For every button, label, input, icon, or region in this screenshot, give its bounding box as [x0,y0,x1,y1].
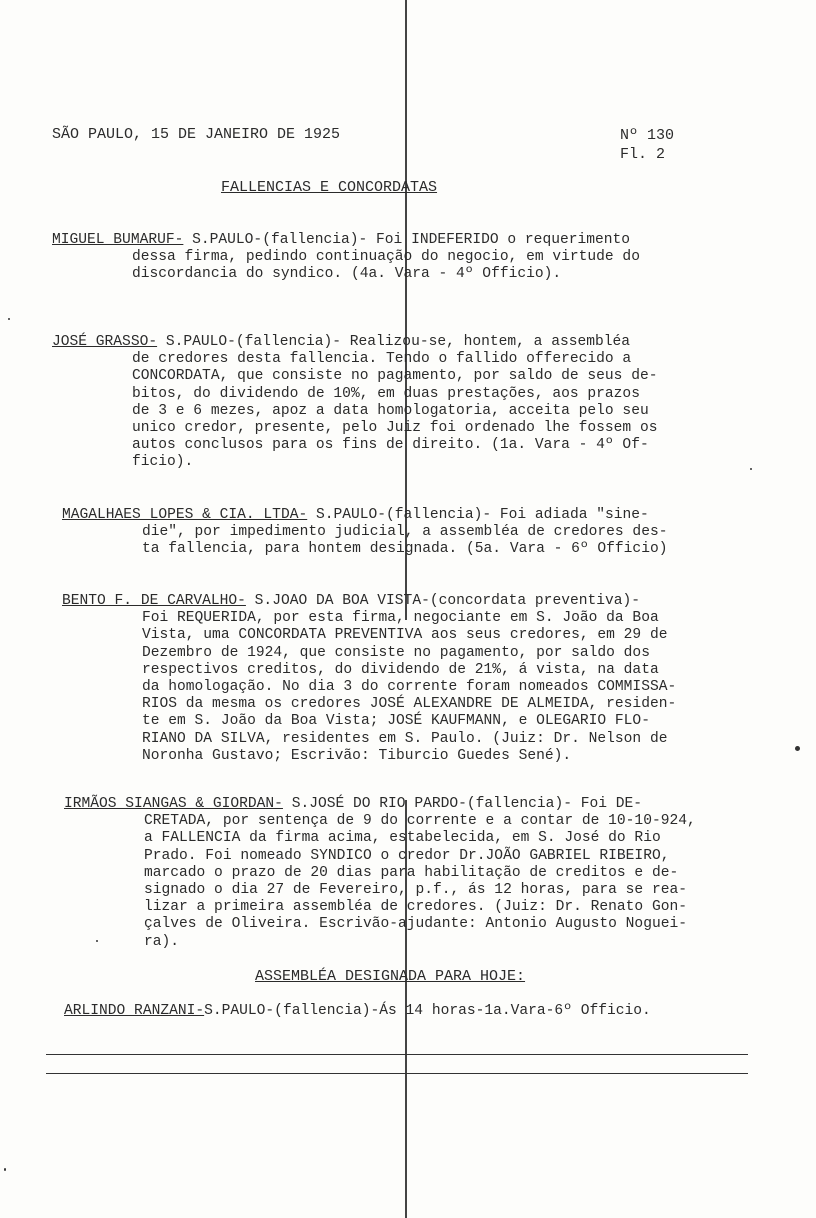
entry-magalhaes-lopes [62,507,667,559]
ink-speck [795,746,800,751]
entry-text: S.PAULO-(fallencia)- Foi adiada "sine- [307,507,649,523]
entry-text-line: ra). [144,933,180,950]
entry-text-line: die", por impedimento judicial, a assembléa de credores des- [142,524,668,541]
entry-text-line: Prado. Foi nomeado SYNDICO o credor Dr.JOÃO GABRIEL RIBEIRO, [144,847,670,864]
ink-speck [8,318,10,320]
entry-text-line: Noronha Gustavo; Escrivão: Tiburcio Guedes Sené). [142,747,572,764]
entry-text-line: çalves de Oliveira. Escrivão-ajudante: Antonio Augusto Noguei- [144,916,687,933]
entry-text-line: Vista, uma CONCORDATA PREVENTIVA aos seus credores, em 29 de [142,627,668,644]
entry-jose-grasso [52,334,657,472]
entry-text-line: discordancia do syndico. (4a. Vara - 4º Officio). [132,266,562,283]
entry-text-line: lizar a primeira assembléa de credores. (Juiz: Dr. Renato Gon- [144,899,687,916]
sheet-number: Fl. 2 [620,146,666,163]
entry-first-line [52,232,640,249]
entry-first-line [62,593,676,610]
ink-speck [96,940,98,942]
entry-name: MIGUEL BUMARUF- [52,232,184,248]
document-number-block [620,126,674,164]
entry-text-line: te em S. João da Boa Vista; JOSÉ KAUFMANN, e OLEGARIO FLO- [142,713,650,730]
entry-text-line: CONCORDATA, que consiste no pagamento, por saldo de seus de- [132,368,658,385]
entry-text-line: marcado o prazo de 20 dias para habilitação de creditos e de- [144,864,679,881]
closing-rule-upper [46,1054,748,1055]
entry-text-line: Dezembro de 1924, que consiste no pagamento, por saldo dos [142,644,650,661]
entry-text-line: signado o dia 27 de Fevereiro, p.f., ás 12 horas, para se rea- [144,882,687,899]
entry-text-line: ta fallencia, para hontem designada. (5a. Vara - 6º Officio) [142,541,668,558]
entry-arlindo-ranzani [64,1003,651,1020]
entry-bento-carvalho [62,593,676,765]
entry-text-line: da homologação. No dia 3 do corrente foram nomeados COMMISSA- [142,679,677,696]
ink-speck [750,468,752,470]
entry-text-line: autos conclusos para os fins de direito. (1a. Vara - 4º Of- [132,437,649,454]
entry-first-line [64,796,696,813]
entry-text-line: CRETADA, por sentença de 9 do corrente e a contar de 10-10-924, [144,813,696,830]
entry-text: S.JOAO DA BOA VISTA-(concordata preventiva)- [245,593,641,609]
entry-text-line: a FALLENCIA da firma acima, estabelecida, em S. José do Rio [144,830,661,847]
entry-name: JOSÉ GRASSO- [52,334,158,350]
entry-first-line [52,334,657,351]
entry-text-line: de 3 e 6 mezes, apoz a data homologatoria, acceita pelo seu [132,402,649,419]
entry-text-line: dessa firma, pedindo continuação do negocio, em virtude do [132,249,640,266]
entry-name: IRMÃOS SIANGAS & GIORDAN- [64,796,283,812]
page-title: FALLENCIAS E CONCORDATAS [221,179,438,196]
entry-text-line: ficio). [132,454,194,471]
document-number: Nº 130 [620,127,675,144]
closing-rule-lower [46,1073,748,1074]
ink-speck [4,1168,6,1171]
entry-text: S.PAULO-(fallencia)- Realizou-se, hontem, a assembléa [157,334,631,350]
entry-text-line: Foi REQUERIDA, por esta firma, negociante em S. João da Boa [142,610,659,627]
entry-text-line: respectivos creditos, do dividendo de 21%, á vista, na data [142,661,659,678]
entry-text: S.JOSÉ DO RIO PARDO-(fallencia)- Foi DE- [282,796,643,812]
entry-text-line: de credores desta fallencia. Tendo o fallido offerecido a [132,351,632,368]
entry-text: S.PAULO-(fallencia)- Foi INDEFERIDO o requerimento [183,232,631,248]
entry-text: S.PAULO-(fallencia)-Ás 14 horas-1a.Vara-6º Officio. [204,1003,651,1019]
date-line: SÃO PAULO, 15 DE JANEIRO DE 1925 [52,126,341,143]
entry-first-line [64,1003,651,1020]
section-subheading: ASSEMBLÉA DESIGNADA PARA HOJE: [255,968,526,985]
entry-first-line [62,507,667,524]
entry-text-line: unico credor, presente, pelo Juiz foi ordenado lhe fossem os [132,420,658,437]
entry-miguel-bumaruf [52,232,640,284]
entry-name: ARLINDO RANZANI- [64,1003,205,1019]
entry-name: BENTO F. DE CARVALHO- [62,593,246,609]
entry-irmaos-siangas [64,796,696,951]
entry-text-line: bitos, do dividendo de 10%, em duas prestações, aos prazos [132,385,640,402]
entry-text-line: RIANO DA SILVA, residentes em S. Paulo. (Juiz: Dr. Nelson de [142,730,668,747]
entry-name: MAGALHAES LOPES & CIA. LTDA- [62,507,308,523]
entry-text-line: RIOS da mesma os credores JOSÉ ALEXANDRE DE ALMEIDA, residen- [142,696,677,713]
